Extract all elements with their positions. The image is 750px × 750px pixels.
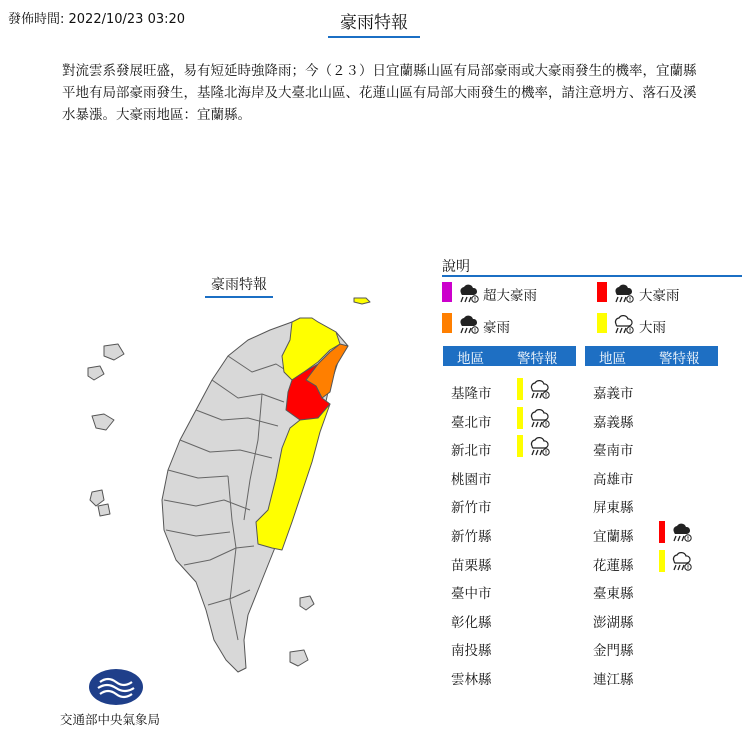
map-island-matsu-2 [88, 366, 104, 380]
legend-label-torrential: 大豪雨 [639, 288, 680, 304]
region-name: 新竹縣 [451, 529, 492, 545]
agency-name: 交通部中央氣象局 [60, 712, 161, 727]
rain-cloud-outline-icon [611, 313, 633, 333]
region-name: 臺東縣 [593, 586, 634, 603]
region-row [585, 607, 715, 633]
map-island-penghu-2 [98, 504, 110, 516]
region-name: 桃園市 [451, 471, 492, 488]
region-row [585, 521, 715, 547]
taiwan-map [60, 290, 390, 710]
region-name: 花蓮縣 [593, 557, 634, 574]
rain-cloud-icon [669, 521, 693, 543]
region-name: 宜蘭縣 [593, 529, 634, 545]
legend-label-heavy: 大雨 [639, 320, 666, 336]
region-row [585, 492, 715, 518]
warning-level-bar [659, 550, 665, 572]
region-row [443, 607, 573, 633]
rain-cloud-outline-icon [669, 550, 693, 572]
region-row [585, 378, 715, 404]
region-name: 臺南市 [593, 443, 634, 460]
header-warning: 警特報 [517, 351, 558, 367]
legend-swatch-super-torrential [442, 282, 452, 302]
map-island-green [300, 596, 314, 610]
header-region: 地區 [457, 351, 484, 367]
legend-swatch-extremely-heavy [442, 313, 452, 333]
region-row [443, 635, 573, 661]
region-name: 基隆市 [451, 386, 492, 402]
region-row [585, 550, 715, 576]
region-row [443, 407, 573, 433]
rain-cloud-outline-icon [527, 378, 551, 400]
region-name: 苗栗縣 [451, 557, 492, 574]
region-name: 嘉義縣 [593, 414, 634, 431]
warning-level-bar [517, 435, 523, 457]
warning-level-bar [659, 521, 665, 543]
page-title: 豪雨特報 [328, 8, 420, 38]
rain-cloud-icon [611, 282, 633, 302]
region-row [585, 635, 715, 661]
table-header-left [443, 346, 576, 366]
issued-time: 發佈時間: 2022/10/23 03:20 [8, 12, 186, 27]
region-name: 新竹市 [451, 500, 492, 517]
region-row [443, 378, 573, 404]
legend-divider [442, 275, 742, 277]
map-island-penghu-1 [90, 490, 104, 506]
rain-cloud-outline-icon [527, 435, 551, 457]
legend-swatch-torrential [597, 282, 607, 302]
region-row [443, 664, 573, 690]
region-name: 雲林縣 [451, 672, 492, 688]
region-row [585, 578, 715, 604]
region-row [443, 550, 573, 576]
region-row [443, 435, 573, 461]
cwb-logo [88, 668, 144, 706]
region-name: 高雄市 [593, 471, 634, 488]
region-name: 屏東縣 [593, 500, 634, 517]
region-row [585, 407, 715, 433]
region-name: 連江縣 [593, 672, 634, 688]
region-name: 彰化縣 [451, 614, 492, 631]
rain-cloud-outline-icon [527, 407, 551, 429]
legend-title: 說明 [442, 259, 470, 275]
legend-label-super-torrential: 超大豪雨 [483, 288, 537, 304]
map-island-pengjia [354, 298, 370, 304]
region-row [443, 521, 573, 547]
region-row [585, 435, 715, 461]
map-title: 豪雨特報 [205, 274, 273, 298]
table-header-right [585, 346, 718, 366]
region-row [443, 578, 573, 604]
region-name: 臺中市 [451, 586, 492, 603]
region-name: 金門縣 [593, 643, 634, 660]
header-region: 地區 [599, 351, 626, 367]
region-name: 澎湖縣 [593, 614, 634, 631]
legend-swatch-heavy [597, 313, 607, 333]
region-name: 南投縣 [451, 643, 492, 660]
region-row [585, 664, 715, 690]
map-island-kinmen [92, 414, 114, 430]
header-warning: 警特報 [659, 351, 700, 367]
region-name: 嘉義市 [593, 386, 634, 402]
region-row [585, 464, 715, 490]
region-name: 新北市 [451, 443, 492, 460]
rain-cloud-icon [456, 282, 478, 302]
region-row [443, 464, 573, 490]
warning-level-bar [517, 407, 523, 429]
rain-cloud-icon [456, 313, 478, 333]
region-row [443, 492, 573, 518]
map-island-orchid [290, 650, 308, 666]
warning-description: 對流雲系發展旺盛，易有短延時強降雨；今（２３）日宜蘭縣山區有局部豪雨或大豪雨發生的機率，宜蘭縣平地有局部豪雨發生，基隆北海岸及大臺北山區、花蓮山區有局部大雨發生的機率，請注意坍方、落石及溪水暴漲。大豪雨地區：宜蘭縣。 [62, 63, 697, 123]
region-name: 臺北市 [451, 414, 492, 431]
warning-level-bar [517, 378, 523, 400]
legend-label-extremely-heavy: 豪雨 [483, 320, 510, 336]
map-island-matsu-1 [104, 344, 124, 360]
